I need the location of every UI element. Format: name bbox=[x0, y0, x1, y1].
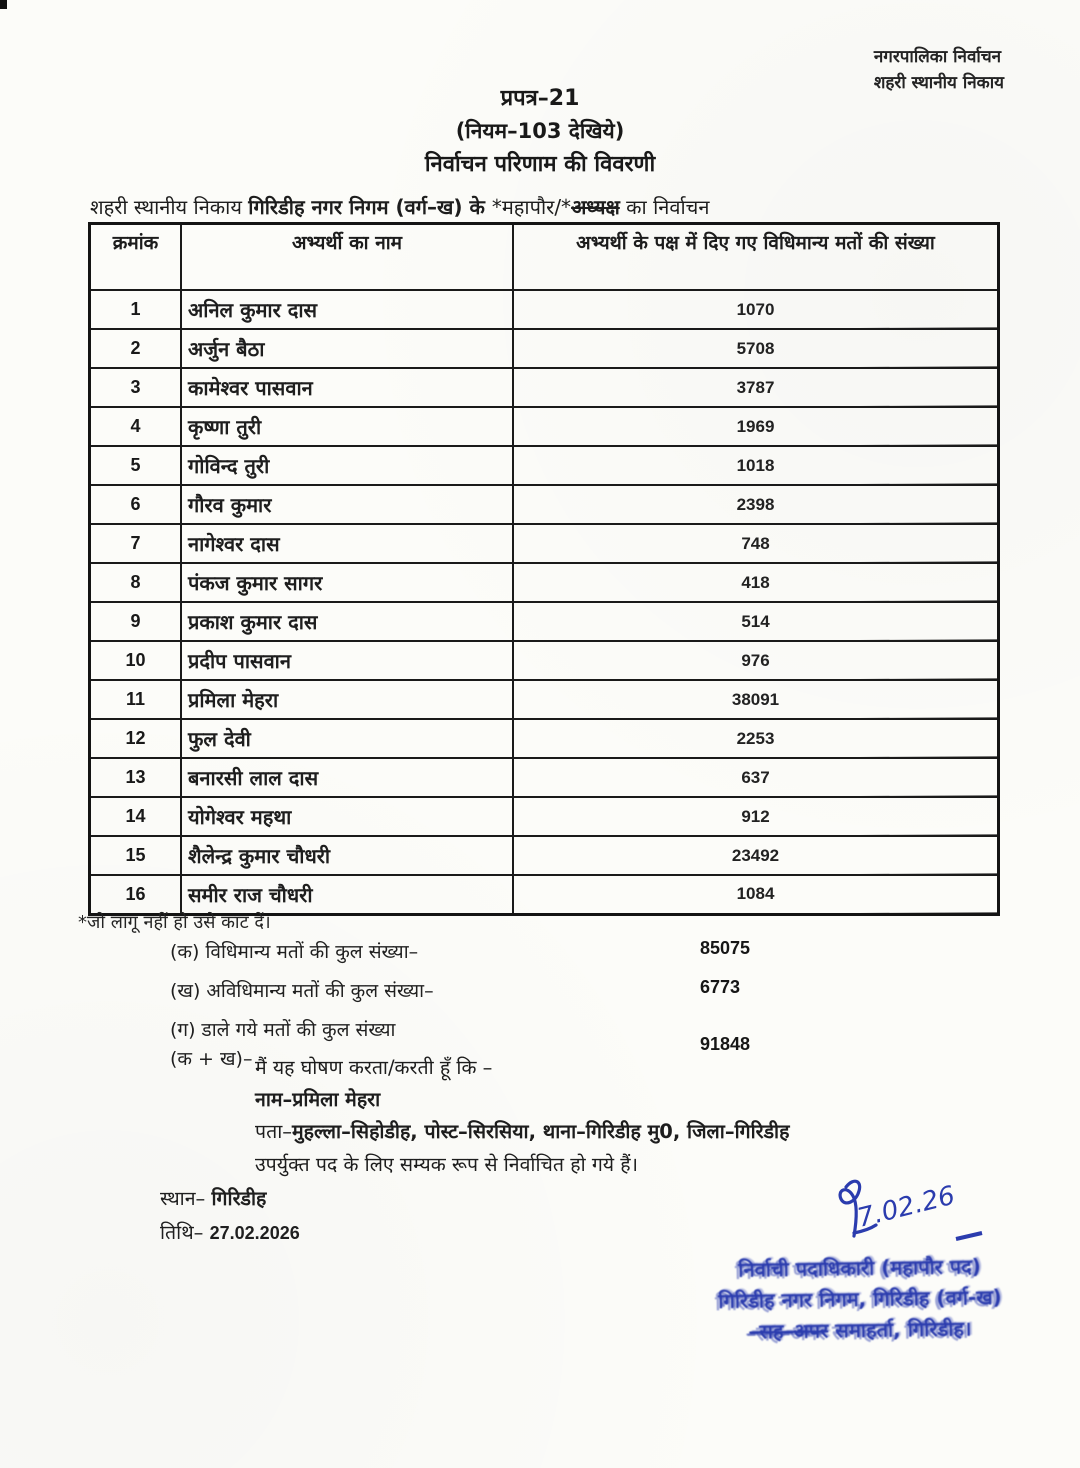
cell-vote-count: 912 bbox=[513, 797, 999, 836]
cell-candidate-name: अर्जुन बैठा bbox=[181, 329, 513, 368]
cell-vote-count: 23492 bbox=[513, 836, 999, 875]
cell-candidate-name: नागेश्वर दास bbox=[181, 524, 513, 563]
cell-vote-count: 1084 bbox=[513, 875, 999, 914]
cell-candidate-name: प्रकाश कुमार दास bbox=[181, 602, 513, 641]
table-row bbox=[90, 368, 999, 407]
election-subtitle bbox=[90, 193, 1030, 220]
officer-stamp bbox=[689, 1251, 1030, 1349]
total-valid-votes-value: 85075 bbox=[700, 938, 751, 958]
total-cast-votes-value: 91848 bbox=[700, 1034, 751, 1054]
cell-candidate-name: शैलेन्द्र कुमार चौधरी bbox=[181, 836, 513, 875]
date-line bbox=[160, 1216, 300, 1250]
cell-serial: 3 bbox=[90, 368, 182, 407]
cell-candidate-name: अनिल कुमार दास bbox=[181, 290, 513, 329]
corner-line-1: नगरपालिका निर्वाचन bbox=[873, 47, 1002, 67]
title-block bbox=[0, 88, 1080, 176]
table-row bbox=[90, 602, 999, 641]
cell-serial: 9 bbox=[90, 602, 182, 641]
cell-vote-count: 38091 bbox=[513, 680, 999, 719]
cell-candidate-name: योगेश्वर महथा bbox=[181, 797, 513, 836]
table-row bbox=[90, 524, 999, 563]
place-line bbox=[160, 1182, 300, 1216]
winner-name-label: नाम– bbox=[255, 1088, 293, 1112]
table-row bbox=[90, 329, 999, 368]
cell-vote-count: 1969 bbox=[513, 407, 999, 446]
cell-serial: 15 bbox=[90, 836, 182, 875]
cell-serial: 4 bbox=[90, 407, 182, 446]
cell-vote-count: 418 bbox=[513, 563, 999, 602]
header-valid-votes: अभ्यर्थी के पक्ष में दिए गए विधिमान्य मतों की संख्या bbox=[513, 224, 999, 291]
total-invalid-votes-label: (ख) अविधिमान्य मतों की कुल संख्या– bbox=[170, 980, 434, 1002]
cell-candidate-name: बनारसी लाल दास bbox=[181, 758, 513, 797]
cell-serial: 12 bbox=[90, 719, 182, 758]
place-label: स्थान– bbox=[160, 1187, 206, 1210]
winner-address-label: पता– bbox=[255, 1120, 292, 1144]
form-number: प्रपत्र–21 bbox=[500, 86, 580, 111]
cell-candidate-name: पंकज कुमार सागर bbox=[181, 563, 513, 602]
table-row bbox=[90, 680, 999, 719]
table-body bbox=[90, 290, 999, 914]
rule-reference: (नियम–103 देखिये) bbox=[455, 119, 625, 143]
header-serial: क्रमांक bbox=[90, 224, 182, 291]
place-date-block bbox=[160, 1182, 300, 1250]
total-valid-votes-label: (क) विधिमान्य मतों की कुल संख्या– bbox=[170, 941, 419, 963]
table-row bbox=[90, 836, 999, 875]
subtitle-struck-option: अध्यक्ष bbox=[571, 195, 620, 219]
cell-serial: 1 bbox=[90, 290, 182, 329]
declaration-block bbox=[255, 1052, 975, 1181]
table-row bbox=[90, 719, 999, 758]
cell-candidate-name: समीर राज चौधरी bbox=[181, 875, 513, 914]
cell-vote-count: 3787 bbox=[513, 368, 999, 407]
cell-serial: 8 bbox=[90, 563, 182, 602]
cell-candidate-name: गौरव कुमार bbox=[181, 485, 513, 524]
stamp-rest-part: समाहर्ता, गिरिडीह। bbox=[828, 1316, 972, 1343]
cell-candidate-name: फुल देवी bbox=[181, 719, 513, 758]
declaration-closing: उपर्युक्त पद के लिए सम्यक रूप से निर्वाचित हो गये हैं। bbox=[255, 1152, 639, 1176]
table-header-row bbox=[90, 224, 999, 291]
total-invalid-votes-value: 6773 bbox=[700, 977, 741, 997]
cell-vote-count: 637 bbox=[513, 758, 999, 797]
stamp-struck-part: –सह–अपर bbox=[749, 1318, 829, 1344]
cell-serial: 2 bbox=[90, 329, 182, 368]
table-row bbox=[90, 407, 999, 446]
subtitle-body-name: गिरिडीह नगर निगम (वर्ग–ख) के bbox=[248, 195, 492, 219]
subtitle-prefix: शहरी स्थानीय निकाय bbox=[90, 195, 249, 219]
winner-address: मुहल्ला–सिहोडीह, पोस्ट–सिरसिया, थाना–गिरिडीह मु0, जिला–गिरिडीह bbox=[292, 1120, 790, 1144]
date-value: 27.02.2026 bbox=[209, 1223, 300, 1244]
results-table bbox=[88, 222, 1000, 916]
stamp-body-name: गिरिडीह नगर निगम, गिरिडीह (वर्ग-ख) bbox=[718, 1285, 1002, 1313]
table-row bbox=[90, 797, 999, 836]
cell-vote-count: 1018 bbox=[513, 446, 999, 485]
cell-serial: 13 bbox=[90, 758, 182, 797]
cell-vote-count: 976 bbox=[513, 641, 999, 680]
winner-address-line bbox=[255, 1116, 975, 1148]
subtitle-suffix: का निर्वाचन bbox=[619, 195, 710, 219]
cell-vote-count: 1070 bbox=[513, 290, 999, 329]
winner-name-line bbox=[255, 1084, 975, 1116]
cell-serial: 5 bbox=[90, 446, 182, 485]
cell-vote-count: 514 bbox=[513, 602, 999, 641]
total-cast-votes-label-line2: (क + ख)– bbox=[170, 1047, 253, 1070]
cell-candidate-name: प्रदीप पासवान bbox=[181, 641, 513, 680]
cell-serial: 14 bbox=[90, 797, 182, 836]
winner-name: प्रमिला मेहरा bbox=[292, 1088, 381, 1112]
cell-candidate-name: कामेश्वर पासवान bbox=[181, 368, 513, 407]
header-candidate-name: अभ्यर्थी का नाम bbox=[181, 224, 513, 291]
cell-candidate-name: प्रमिला मेहरा bbox=[181, 680, 513, 719]
cell-vote-count: 2398 bbox=[513, 485, 999, 524]
cell-vote-count: 5708 bbox=[513, 329, 999, 368]
cell-serial: 7 bbox=[90, 524, 182, 563]
declaration-opening: मैं यह घोषण करता/करती हूँ कि – bbox=[255, 1056, 493, 1079]
date-label: तिथि– bbox=[160, 1221, 204, 1245]
corner-line-2: शहरी स्थानीय निकाय bbox=[873, 73, 1004, 94]
cell-serial: 6 bbox=[90, 485, 182, 524]
strike-instruction-footnote: *जो लागू नहीं हो उसे काट दें। bbox=[78, 912, 271, 933]
cell-candidate-name: गोविन्द तुरी bbox=[181, 446, 513, 485]
total-invalid-votes-row bbox=[170, 977, 870, 1003]
table-row bbox=[90, 290, 999, 329]
table-row bbox=[90, 641, 999, 680]
subtitle-post-options: *महापौर/* bbox=[491, 195, 572, 219]
cell-serial: 16 bbox=[90, 875, 182, 914]
place-value: गिरिडीह bbox=[211, 1187, 267, 1210]
table-row bbox=[90, 758, 999, 797]
cell-vote-count: 748 bbox=[513, 524, 999, 563]
stamp-designation: निर्वाची पदाधिकारी (महापौर पद) bbox=[738, 1254, 982, 1282]
table-row bbox=[90, 485, 999, 524]
total-valid-votes-row bbox=[170, 938, 870, 964]
cell-vote-count: 2253 bbox=[513, 719, 999, 758]
stamp-co-designation bbox=[690, 1313, 1030, 1349]
cell-candidate-name: कृष्णा तुरी bbox=[181, 407, 513, 446]
cell-serial: 11 bbox=[90, 680, 182, 719]
table-row bbox=[90, 446, 999, 485]
cell-serial: 10 bbox=[90, 641, 182, 680]
table-row bbox=[90, 875, 999, 914]
page-title: निर्वाचन परिणाम की विवरणी bbox=[424, 152, 656, 177]
handwritten-date: 7.02.26 bbox=[854, 1180, 958, 1234]
scan-speck bbox=[0, 0, 7, 9]
total-cast-votes-label-line1: (ग) डाले गये मतों की कुल संख्या bbox=[170, 1019, 396, 1041]
table-row bbox=[90, 563, 999, 602]
